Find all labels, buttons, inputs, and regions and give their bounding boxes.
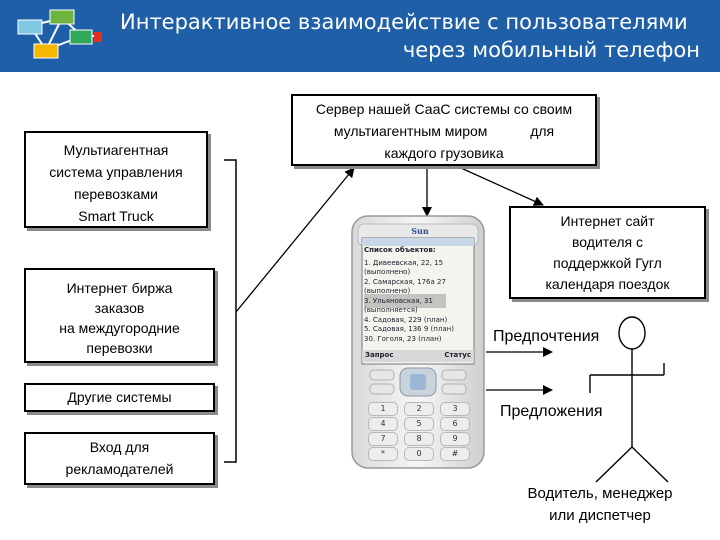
driver-label [500, 483, 700, 527]
driver-label-line: или диспетчер [549, 507, 651, 524]
title-line-2: через мобильный телефон [402, 38, 700, 62]
ads-line: рекламодателей [65, 461, 174, 477]
site-line: водителя с [572, 234, 643, 250]
phone-list-item: (выполняется) [364, 306, 418, 314]
server-line: мультиагентным миром для [333, 123, 555, 139]
site-line: поддержкой Гугл [553, 255, 662, 271]
phone-screen [364, 244, 472, 364]
phone-key[interactable]: 2 [404, 402, 434, 416]
phone-list-item[interactable]: 2. Самарская, 176а 27 [364, 277, 446, 286]
birzha-line: на междугородние [59, 320, 180, 336]
multiagent-line: Мультиагентная [63, 142, 169, 158]
phone-key[interactable]: 5 [404, 417, 434, 431]
phone-key[interactable]: 1 [368, 402, 398, 416]
ads-line: Вход для [89, 439, 150, 455]
other-systems-label: Другие системы [67, 389, 172, 405]
birzha-line: Интернет биржа [66, 280, 173, 296]
phone-list-item[interactable]: 1. Дивеевская, 22, 15 [364, 258, 444, 267]
server-line: Сервер нашей СааС системы со своим [315, 101, 573, 117]
phone-list-title: Список объектов: [364, 246, 436, 254]
phone-list-item[interactable]: 4. Садовая, 229 (план) [364, 315, 448, 324]
phone-key[interactable]: 9 [440, 432, 470, 446]
phone-list-item[interactable]: 3. Ульяновская, 31 [364, 296, 433, 305]
preferences-label: Предпочтения [493, 328, 600, 345]
phone-list-item[interactable]: 30. Гоголя, 23 (план) [364, 334, 442, 343]
phone-key[interactable]: 6 [440, 417, 470, 431]
birzha-line: перевозки [86, 340, 153, 356]
site-line: Интернет сайт [560, 213, 655, 229]
phone-key[interactable]: 7 [368, 432, 398, 446]
multiagent-line: Smart Truck [78, 208, 154, 224]
phone-key[interactable]: 4 [368, 417, 398, 431]
multiagent-line: перевозками [74, 186, 158, 202]
offers-label: Предложения [500, 403, 603, 420]
phone-key[interactable]: 0 [404, 447, 434, 461]
multiagent-line: система управления [49, 164, 183, 180]
phone-key[interactable]: * [368, 447, 398, 461]
site-line: календаря поездок [545, 276, 670, 292]
driver-label-line: Водитель, менеджер [527, 485, 673, 502]
phone-list-item: (выполнено) [364, 287, 411, 295]
phone-list-item: (выполнено) [364, 268, 411, 276]
phone-key[interactable]: 8 [404, 432, 434, 446]
phone-key[interactable]: # [440, 447, 470, 461]
phone-list-item[interactable]: 5. Садовая, 136 9 (план) [364, 325, 454, 333]
phone-brand-logo: Sun [411, 226, 429, 236]
birzha-line: заказов [94, 300, 145, 316]
title-line-1: Интерактивное взаимодействие с пользователями [120, 10, 688, 34]
softkey-left[interactable]: Запрос [365, 351, 394, 359]
phone-key[interactable]: 3 [440, 402, 470, 416]
softkey-right[interactable]: Статус [444, 351, 471, 359]
server-line: каждого грузовика [384, 145, 504, 161]
